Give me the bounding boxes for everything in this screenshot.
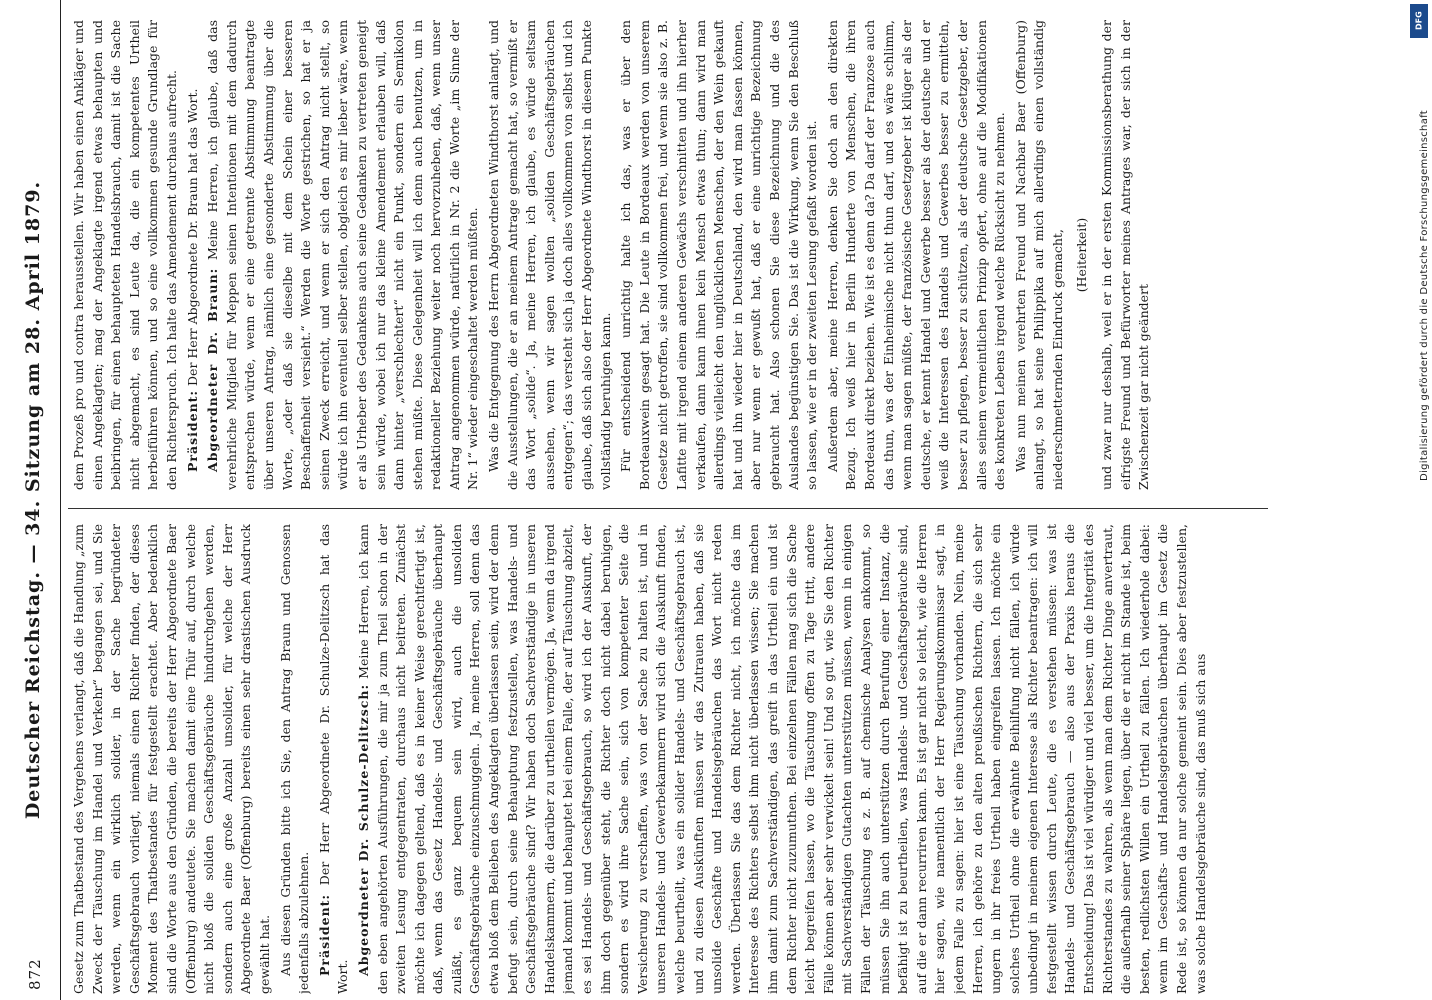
speaker-label: Abgeordneter Dr. Schulze-Delitzsch: <box>355 683 371 976</box>
right-column <box>70 20 1260 490</box>
paragraph <box>1012 20 1068 490</box>
paragraph-text: und zwar nur deshalb, weil er in der ersten Kommissionsberathung der eifrigste Freund und Befürworter meines Antrages war, der sich in der Zwischenzeit gar nicht geändert <box>1099 20 1152 490</box>
paragraph <box>485 20 615 490</box>
paragraph-text: Was nun meinen verehrten Freund und Nachbar Baer (Offenburg) anlangt, so hat seine Philippika auf mich allerdings einen vollständig niederschmetternden Eindruck gemacht, <box>1012 20 1065 490</box>
paragraph <box>70 524 275 994</box>
paragraph <box>316 524 353 994</box>
paragraph-text: Außerdem aber, meine Herren, denken Sie doch an den direkten Bezug. Ich weiß hier in Berlin Hunderte von Menschen, die ihren Bordeaux direkt beziehen. Wie ist es denn da? Da darf der Franzose auch das thun, was der Einheimische nicht thun darf, und es wäre schlimm, wenn man sagen müßte, der französische Gesetzgeber ist klüger als der deutsche, er kennt Handel und Gewerbe besser als der deutsche und er weiß die Interessen des Handels und Gewerbes besser zu ermitteln, besser zu pflegen, besser zu schützen, als der deutsche Gesetzgeber, der alles seinem vermeintlichen Prinzip opfert, ohne auf die Modifikationen des konkreten Lebens irgend welche Rücksicht zu nehmen. <box>824 20 1008 490</box>
paragraph <box>277 524 314 994</box>
paragraph-text: Was die Entgegnung des Herrn Abgeordneten Windthorst anlangt, und die Ausstellungen, die er an meinem Antrage gemacht hat, so vermißt er das Wort „solide“. Ja, meine Herren, ich glaube, es würde seltsam aussehen, wenn wir sagen wollten „soliden Geschäftsgebräuchen entgegen“; das versteht sich ja doch alles vollkommen von selbst und ich glaube, daß sich also der Herr Abgeordnete Windthorst in diesem Punkte vollständig beruhigen kann. <box>486 20 613 490</box>
paragraph-text: (Heiterkeit) <box>1074 217 1090 293</box>
speaker-label: Präsident: <box>316 893 332 976</box>
paragraph <box>1073 20 1092 490</box>
dfg-logo: DFG <box>1410 4 1428 38</box>
page-number: 872 <box>26 958 44 990</box>
paragraph <box>824 20 1010 490</box>
speaker-label: Präsident: <box>184 389 200 472</box>
paragraph-text: Der Herr Abgeordnete Dr. Braun hat das Wort. <box>184 88 200 386</box>
header-rule <box>60 0 61 1000</box>
running-head: Deutscher Reichstag. — 34. Sitzung am 28. April 1879. <box>22 180 44 820</box>
paragraph-text: Aus diesen Gründen bitte ich Sie, den Antrag Braun und Genossen jedenfalls abzulehnen. <box>277 524 312 994</box>
paragraph-text: Für entscheidend unrichtig halte ich das, was er über den Bordeauxwein gesagt hat. Die Leute in Bordeaux werden von unserem Gesetze nicht getroffen, sie sind vollkommen frei, und wenn sie also z. B. Lafitte mit irgend einem anderen Gewächs verschnitten und ihn hierher verkaufen, dann kann ihnen kein Mensch etwas thun; dann wird man allerdings vielleicht den unglücklichen Menschen, der den Wein gekauft hat und ihn wieder hier in Deutschland, den wird man fassen können, aber nur wenn er gewußt hat, daß er eine unrichtige Bezeichnung gebraucht hat. Also schonen Sie diese Bezeichnung und die des Auslandes begünstigen Sie. Das ist die Wirkung, wenn Sie den Beschluß so lassen, wie er in der zweiten Lesung gefaßt worden ist. <box>618 20 820 490</box>
paragraph <box>1098 20 1154 490</box>
paragraph-text: Meine Herren, ich glaube, daß das verehrliche Mitglied für Meppen seinen Intentionen mit dem dadurch entsprechen würde, wenn er eine getrennte Abstimmung beantragte über unseren Antrag, nämlich eine gesonderte Abstimmung über die Worte, „oder daß sie dieselbe mit dem Schein einer besseren Beschaffenheit versieht.“ Werden die Worte gestrichen, so hat er ja seinen Zweck erreicht, und wenn er sich den Antrag nicht stellt, so würde ich ihn eventuell selber stellen, obgleich es mir lieber wäre, wenn er als Urheber des Gedankens auch seine Gedanken zu vertreten geneigt sein würde, wobei ich nur das kleine Amendement erlauben will, daß dann hinter „verschlechtert“ nicht ein Punkt, sondern ein Semikolon stehen müßte. Diese Gelegenheit will ich denn auch benutzen, um in redaktioneller Beziehung weiter noch hervorzuheben, daß, wenn unser Antrag angenommen würde, natürlich in Nr. 2 die Worte „im Sinne der Nr. 1“ wieder eingeschaltet werden müßten. <box>205 20 481 490</box>
left-column <box>70 524 1260 994</box>
paragraph <box>204 20 483 490</box>
paragraph-text: Meine Herren, ich kann den eben angehörten Ausführungen, die mir ja zum Theil schon in der zweiten Lesung entgegentraten, durchaus nicht beitreten. Zunächst möchte ich dagegen geltend, daß es in keiner Weise gerechtfertigt ist, daß, wenn das Gesetz Handels- und Geschäftsgebräuche überhaupt zuläßt, es ganz bequem sein wird, auch die unsoliden Geschäftsgebräuche einzuschmuggeln. Ja, meine Herren, soll denn das etwa bloß dem Belieben des Angeklagten überlassen sein, wird der denn befugt sein, durch seine Behauptung festzustellen, was Handels- und Geschäftsgebräuche sind? Wir haben doch Sachverständige in unseren Handelskammern, die darüber zu urtheilen vermögen. Ja, wenn da irgend jemand kommt und behauptet bei einem Falle, der auf Täuschung abzielt, es sei Handels- und Geschäftsgebrauch, so wird ich der Auskunft, der ihm doch gegenüber steht, die Richter doch nicht dabei beruhigen, sondern es wird ihre Sache sein, sich von kompetenter Seite die Versicherung zu verschaffen, was von der Sache zu halten ist, und in unseren Handels- und Gewerbekammern wird sich die Auskunft finden, welche beurtheilt, was ein solider Handels- und Geschäftsgebrauch ist, und zu diesen Auskünften müssen wir das Zutrauen haben, daß sie unsolide Geschäfte und Handelsgebräuchen das Wort nicht reden werden. Überlassen Sie das dem Richter nicht, ich möchte das im Interesse des Richters selbst ihm nicht überlassen wissen; Sie machen ihm damit zum Sachverständigen, das greift in das Urtheil ein und ist dem Richter nicht zuzumuthen. Bei einzelnen Fällen mag sich die Sache leicht begreifen lassen, wo die Täuschung offen zu Tage tritt, andere Fälle können aber sehr verwickelt sein! Und so gut, wie Sie den Richter mit Sachverständigen Gutachten unterstützen müssen, wenn in einigen Fällen der Täuschung es z. B. auf chemische Analysen ankommt, so müssen Sie ihn auch unterstützen durch Berufung einer Instanz, die befähigt ist zu beurtheilen, was Handels- und Geschäftsgebräuche sind, auf die er dann recurriren kann. Es ist gar nicht so leicht, wie die Herren hier sagen, wie namentlich der Herr Regierungskommissar sagt, in jedem Falle zu sagen: hier ist eine Täuschung vorhanden. Nein, meine Herren, ich gehöre zu den alten preußischen Richtern, die sich sehr ungern in ihr freies Urtheil haben eingreifen lassen. Ich möchte ein solches Urtheil ohne die erwähnte Beihilfung nicht fällen, ich würde unbedingt in meinem eigenen Interesse als Richter beantragen: ich will festgestellt wissen durch Leute, die es verstehen müssen: was ist Handels- und Geschäftsgebrauch — also aus der Praxis heraus die Entscheidung! Das ist viel würdiger und viel besser, um die Integrität des Richterstandes zu wahren, als wenn man dem Richter Dinge anvertraut, die außerhalb seiner Sphäre liegen, über die er nicht im Stande ist, beim besten, redlichsten Willen ein Urtheil zu fällen. Ich wiederhole dabei: wenn im Geschäfts- und Handelsgebräuchen überhaupt im Gesetz die Rede ist, so können da nur solche gemeint sein. Dies aber festzustellen, was solche Handelsgebräuche sind, das muß sich aus <box>355 524 1208 994</box>
paragraph-text: dem Prozeß pro und contra herausstellen. Wir haben einen Ankläger und einen Angeklagten; mag der Angeklagte irgend etwas behaupten und beibringen, für einen behaupteten Handelsbrauch, damit ist die Sache nicht abgemacht, es sind Leute da, die ein kompetentes Urtheil herbeiführen können, und so eine vollkommen gesunde Grundlage für den Richterspruch. Ich halte das Amendement durchaus aufrecht. <box>71 20 179 490</box>
column-divider <box>68 508 1268 509</box>
digitization-note: Digitalisierung gefördert durch die Deutsche Forschungsgemeinschaft <box>1419 110 1430 481</box>
page-header <box>0 0 68 1000</box>
paragraph <box>355 524 1210 994</box>
paragraph <box>184 20 203 490</box>
paragraph-text: Der Herr Abgeordnete Dr. Schulze-Delitzsch hat das Wort. <box>316 524 351 994</box>
paragraph <box>70 20 182 490</box>
paragraph <box>617 20 822 490</box>
speaker-label: Abgeordneter Dr. Braun: <box>205 267 221 472</box>
paragraph-text: Gesetz zum Thatbestand des Vergehens verlangt, daß die Handlung „zum Zweck der Täuschung im Handel und Verkehr“ begangen sei, und Sie werden, wenn ein wirklich solider, in der Sache begründeter Geschäftsgebrauch vorliegt, niemals einen Richter finden, der dieses Moment des Thatbestandes für festgestellt erachtet. Aber bedenklich sind die Worte aus den Gründen, die bereits der Herr Abgeordnete Baer (Offenburg) andeutete. Sie machen damit eine Thür auf, durch welche nicht bloß die soliden Geschäftsgebräuche hindurchgehen werden, sondern auch eine große Anzahl unsolider, für welche der Herr Abgeordnete Baer (Offenburg) bereits einen sehr drastischen Ausdruck gewählt hat. <box>71 524 272 994</box>
